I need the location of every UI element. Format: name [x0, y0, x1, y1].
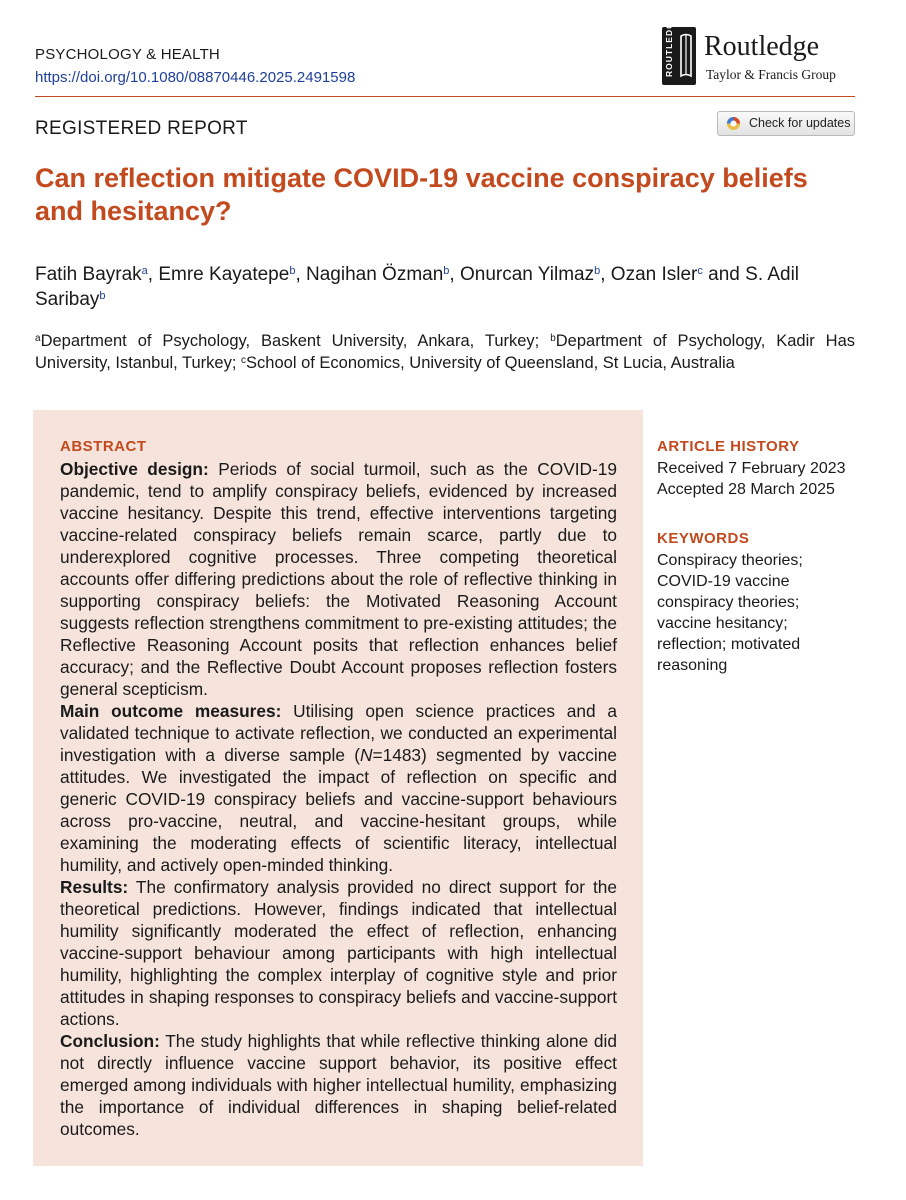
author: S. Adil Saribay$^b$	[35, 264, 800, 310]
publisher-name: Routledge	[704, 31, 820, 62]
article-history	[657, 458, 857, 500]
check-updates-label: Check for updates	[749, 116, 851, 130]
affiliation-link[interactable]: c	[697, 265, 703, 277]
header-divider	[35, 96, 855, 97]
affiliation-link[interactable]: b	[99, 290, 106, 302]
article-history-heading: ARTICLE HISTORY	[657, 438, 800, 455]
author: Onurcan Yilmaz$^b$,	[459, 264, 606, 285]
abstract-section: Main outcome measures: Utilising open science practices and a validated technique to activate reflection, we conducted an experimental investigation with a diverse sample (N=1483) segmented by vaccine attitudes. We investigated the impact of reflection on specific and generic COVID-19 conspiracy beliefs and vaccine-support behaviours across pro-vaccine, neutral, and vaccine-hesitant groups, while examining the moderating effects of scientific literacy, intellectual humility, and actively open-minded thinking.	[60, 701, 618, 875]
publisher-vertical-text: ROUTLEDGE	[664, 14, 674, 77]
author: Nagihan Özman$^b$,	[306, 264, 455, 285]
author: Emre Kayatepe$^b$,	[158, 264, 301, 285]
author: Ozan Isler$^c$	[610, 264, 703, 285]
abstract-section: Results: The confirmatory analysis provided no direct support for the theoretical predictions. However, findings indicated that intellectual humility significantly moderated the effect of reflection, enhancing vaccine-support behaviour among participants with high intellectual humility, highlighting the complex interplay of cognitive style and prior attitudes in shaping responses to conspiracy beliefs and vaccine-support actions.	[60, 877, 617, 1029]
accepted-date: Accepted 28 March 2025	[657, 481, 835, 498]
publisher-badge	[662, 14, 696, 85]
check-updates-button[interactable]	[717, 111, 855, 136]
book-icon	[680, 32, 692, 80]
affiliation-link[interactable]: b	[289, 265, 296, 277]
keywords-heading: KEYWORDS	[657, 530, 750, 547]
affiliation-link[interactable]: a	[141, 265, 148, 277]
doi-link[interactable]: https://doi.org/10.1080/08870446.2025.2491598	[35, 69, 356, 86]
affiliation-link[interactable]: b	[594, 265, 601, 277]
publisher-logo[interactable]	[662, 14, 872, 89]
affiliation-c: School of Economics, University of Queensland, St Lucia, Australia	[246, 354, 735, 372]
author-conjunction: and	[708, 264, 740, 285]
report-type: REGISTERED REPORT	[35, 118, 248, 139]
abstract-heading: ABSTRACT	[60, 438, 147, 455]
affiliation-b: Department of Psychology, Kadir Has University, Istanbul, Turkey;	[35, 332, 855, 372]
publisher-group: Taylor & Francis Group	[706, 67, 836, 82]
abstract-section: Objective design: Periods of social turmoil, such as the COVID-19 pandemic, tend to amplify conspiracy beliefs, evidenced by increased vaccine hesitancy. Despite this trend, effective interventions targeting vaccine-related conspiracy beliefs remain scarce, partly due to underexplored cognitive processes. Three competing theoretical accounts offer differing predictions about the role of reflective thinking in supporting conspiracy beliefs: the Motivated Reasoning Account suggests reflection strengthens commitment to pre-existing attitudes; the Reflective Reasoning Account posits that reflection enhances belief accuracy; and the Reflective Doubt Account proposes reflection fosters general scepticism.	[60, 459, 617, 699]
author-list	[35, 262, 855, 312]
author: Fatih Bayrak$^a$,	[35, 264, 154, 285]
update-badge-icon	[726, 116, 741, 131]
article-title: Can reflection mitigate COVID-19 vaccine conspiracy beliefs and hesitancy?	[35, 163, 808, 226]
abstract-section: Conclusion: The study highlights that while reflective thinking alone did not directly influence vaccine support behavior, its positive effect emerged among individuals with higher intellectual humility, emphasizing the importance of individual differences in shaping belief-related outcomes.	[60, 1031, 617, 1139]
received-date: Received 7 February 2023	[657, 460, 846, 477]
journal-name: PSYCHOLOGY & HEALTH	[35, 46, 220, 63]
keywords-list: Conspiracy theories; COVID-19 vaccine conspiracy theories; vaccine hesitancy; reflection; motivated reasoning	[657, 552, 803, 674]
affiliations: $^a$Department of Psychology, Baskent University, Ankara, Turkey; $^b$Department of Psychology, Kadir Has University, Istanbul, Turkey; $^c$School of Economics, University of Queensland, St Lucia, Australia	[35, 332, 855, 372]
affiliation-link[interactable]: b	[443, 265, 450, 277]
affiliation-a: Department of Psychology, Baskent University, Ankara, Turkey;	[40, 332, 540, 350]
abstract-body	[60, 458, 617, 1140]
